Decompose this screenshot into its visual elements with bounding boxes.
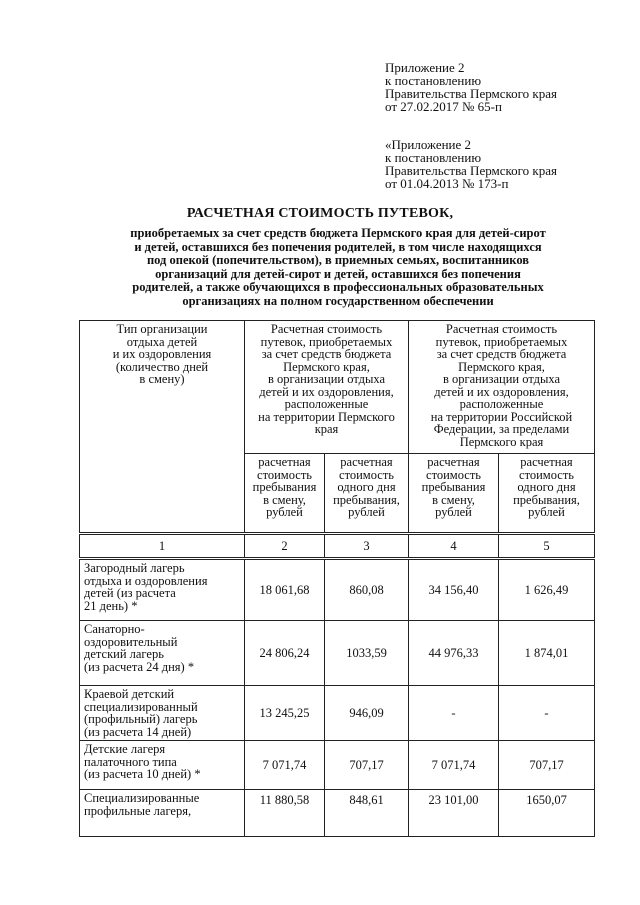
cell-day-cost: 946,09 — [325, 686, 409, 741]
subtitle-line: организаций для детей-сирот и детей, оставшихся без попечения — [155, 266, 521, 281]
subtitle-line: и детей, оставшихся без попечения родителей, в том числе находящихся — [134, 239, 542, 254]
appendix-line: к постановлению — [385, 150, 482, 165]
table-row — [80, 686, 595, 741]
row-organization-name: Специализированные профильные лагеря, — [80, 790, 245, 837]
cell-shift-cost: 7 071,74 — [409, 741, 499, 790]
subheader-shift-cost: расчетная стоимость пребывания в смену, рублей — [409, 454, 499, 534]
appendix-line: Правительства Пермского края — [385, 163, 557, 178]
appendix-original-reference — [385, 138, 557, 190]
subtitle-line: родителей, а также обучающихся в профессиональных образовательных — [132, 280, 544, 295]
column-number-row — [80, 534, 595, 559]
subtitle-line: приобретаемых за счет средств бюджета Пермского края для детей-сирот — [130, 226, 546, 240]
cell-shift-cost: 24 806,24 — [245, 621, 325, 686]
column-number: 3 — [325, 534, 409, 559]
subtitle-line: под опекой (попечительством), в приемных семьях, воспитанников — [146, 253, 530, 268]
header-russia-group: Расчетная стоимость путевок, приобретаемых за счет средств бюджета Пермского края, в организации отдыха детей и их оздоровления, расположенные на территории Российской Федерации, за пределами Пермского края — [409, 321, 595, 454]
table-row — [80, 621, 595, 686]
row-organization-name: Загородный лагерь отдыха и оздоровления детей (из расчета 21 день) * — [80, 559, 245, 621]
cell-shift-cost: 11 880,58 — [245, 790, 325, 837]
cell-day-cost: 707,17 — [325, 741, 409, 790]
cell-shift-cost: 44 976,33 — [409, 621, 499, 686]
cell-day-cost: 1033,59 — [325, 621, 409, 686]
table-row — [80, 790, 595, 837]
subtitle-line: организациях на полном государственном обеспечении — [182, 293, 494, 308]
column-number: 5 — [499, 534, 595, 559]
cell-shift-cost: 23 101,00 — [409, 790, 499, 837]
column-number: 2 — [245, 534, 325, 559]
appendix-line: «Приложение 2 — [385, 137, 472, 152]
cell-day-cost: 848,61 — [325, 790, 409, 837]
row-organization-name: Санаторно- оздоровительный детский лагерь (из расчета 24 дня) * — [80, 621, 245, 686]
cell-day-cost: 1 626,49 — [499, 559, 595, 621]
cell-shift-cost: 34 156,40 — [409, 559, 499, 621]
appendix-line: Приложение 2 — [385, 60, 465, 75]
cost-table — [79, 320, 595, 837]
appendix-line: от 01.04.2013 № 173-п — [385, 176, 509, 191]
appendix-line: от 27.02.2017 № 65-п — [385, 99, 502, 114]
header-organization-type: Тип организации отдыха детей и их оздоровления (количество дней в смену) — [80, 321, 245, 534]
cell-day-cost: 860,08 — [325, 559, 409, 621]
table-header-row — [80, 321, 595, 454]
appendix-line: к постановлению — [385, 73, 482, 88]
cell-shift-cost: 7 071,74 — [245, 741, 325, 790]
appendix-current-reference — [385, 61, 557, 113]
cell-shift-cost: 18 061,68 — [245, 559, 325, 621]
subheader-day-cost: расчетная стоимость одного дня пребывания, рублей — [499, 454, 595, 534]
cell-day-cost: 1650,07 — [499, 790, 595, 837]
document-subtitle — [78, 227, 598, 309]
cell-shift-cost: 13 245,25 — [245, 686, 325, 741]
header-perm-region-group: Расчетная стоимость путевок, приобретаемых за счет средств бюджета Пермского края, в организации отдыха детей и их оздоровления, расположенные на территории Пермского края — [245, 321, 409, 454]
column-number: 1 — [80, 534, 245, 559]
table-row — [80, 741, 595, 790]
column-number: 4 — [409, 534, 499, 559]
cell-day-cost: 1 874,01 — [499, 621, 595, 686]
document-title: РАСЧЕТНАЯ СТОИМОСТЬ ПУТЕВОК, — [186, 206, 454, 221]
appendix-line: Правительства Пермского края — [385, 86, 557, 101]
subheader-shift-cost: расчетная стоимость пребывания в смену, рублей — [245, 454, 325, 534]
cell-day-cost: - — [499, 686, 595, 741]
cell-shift-cost: - — [409, 686, 499, 741]
table-row — [80, 559, 595, 621]
subheader-day-cost: расчетная стоимость одного дня пребывания, рублей — [325, 454, 409, 534]
row-organization-name: Детские лагеря палаточного типа (из расчета 10 дней) * — [80, 741, 245, 790]
cell-day-cost: 707,17 — [499, 741, 595, 790]
row-organization-name: Краевой детский специализированный (профильный) лагерь (из расчета 14 дней) — [80, 686, 245, 741]
